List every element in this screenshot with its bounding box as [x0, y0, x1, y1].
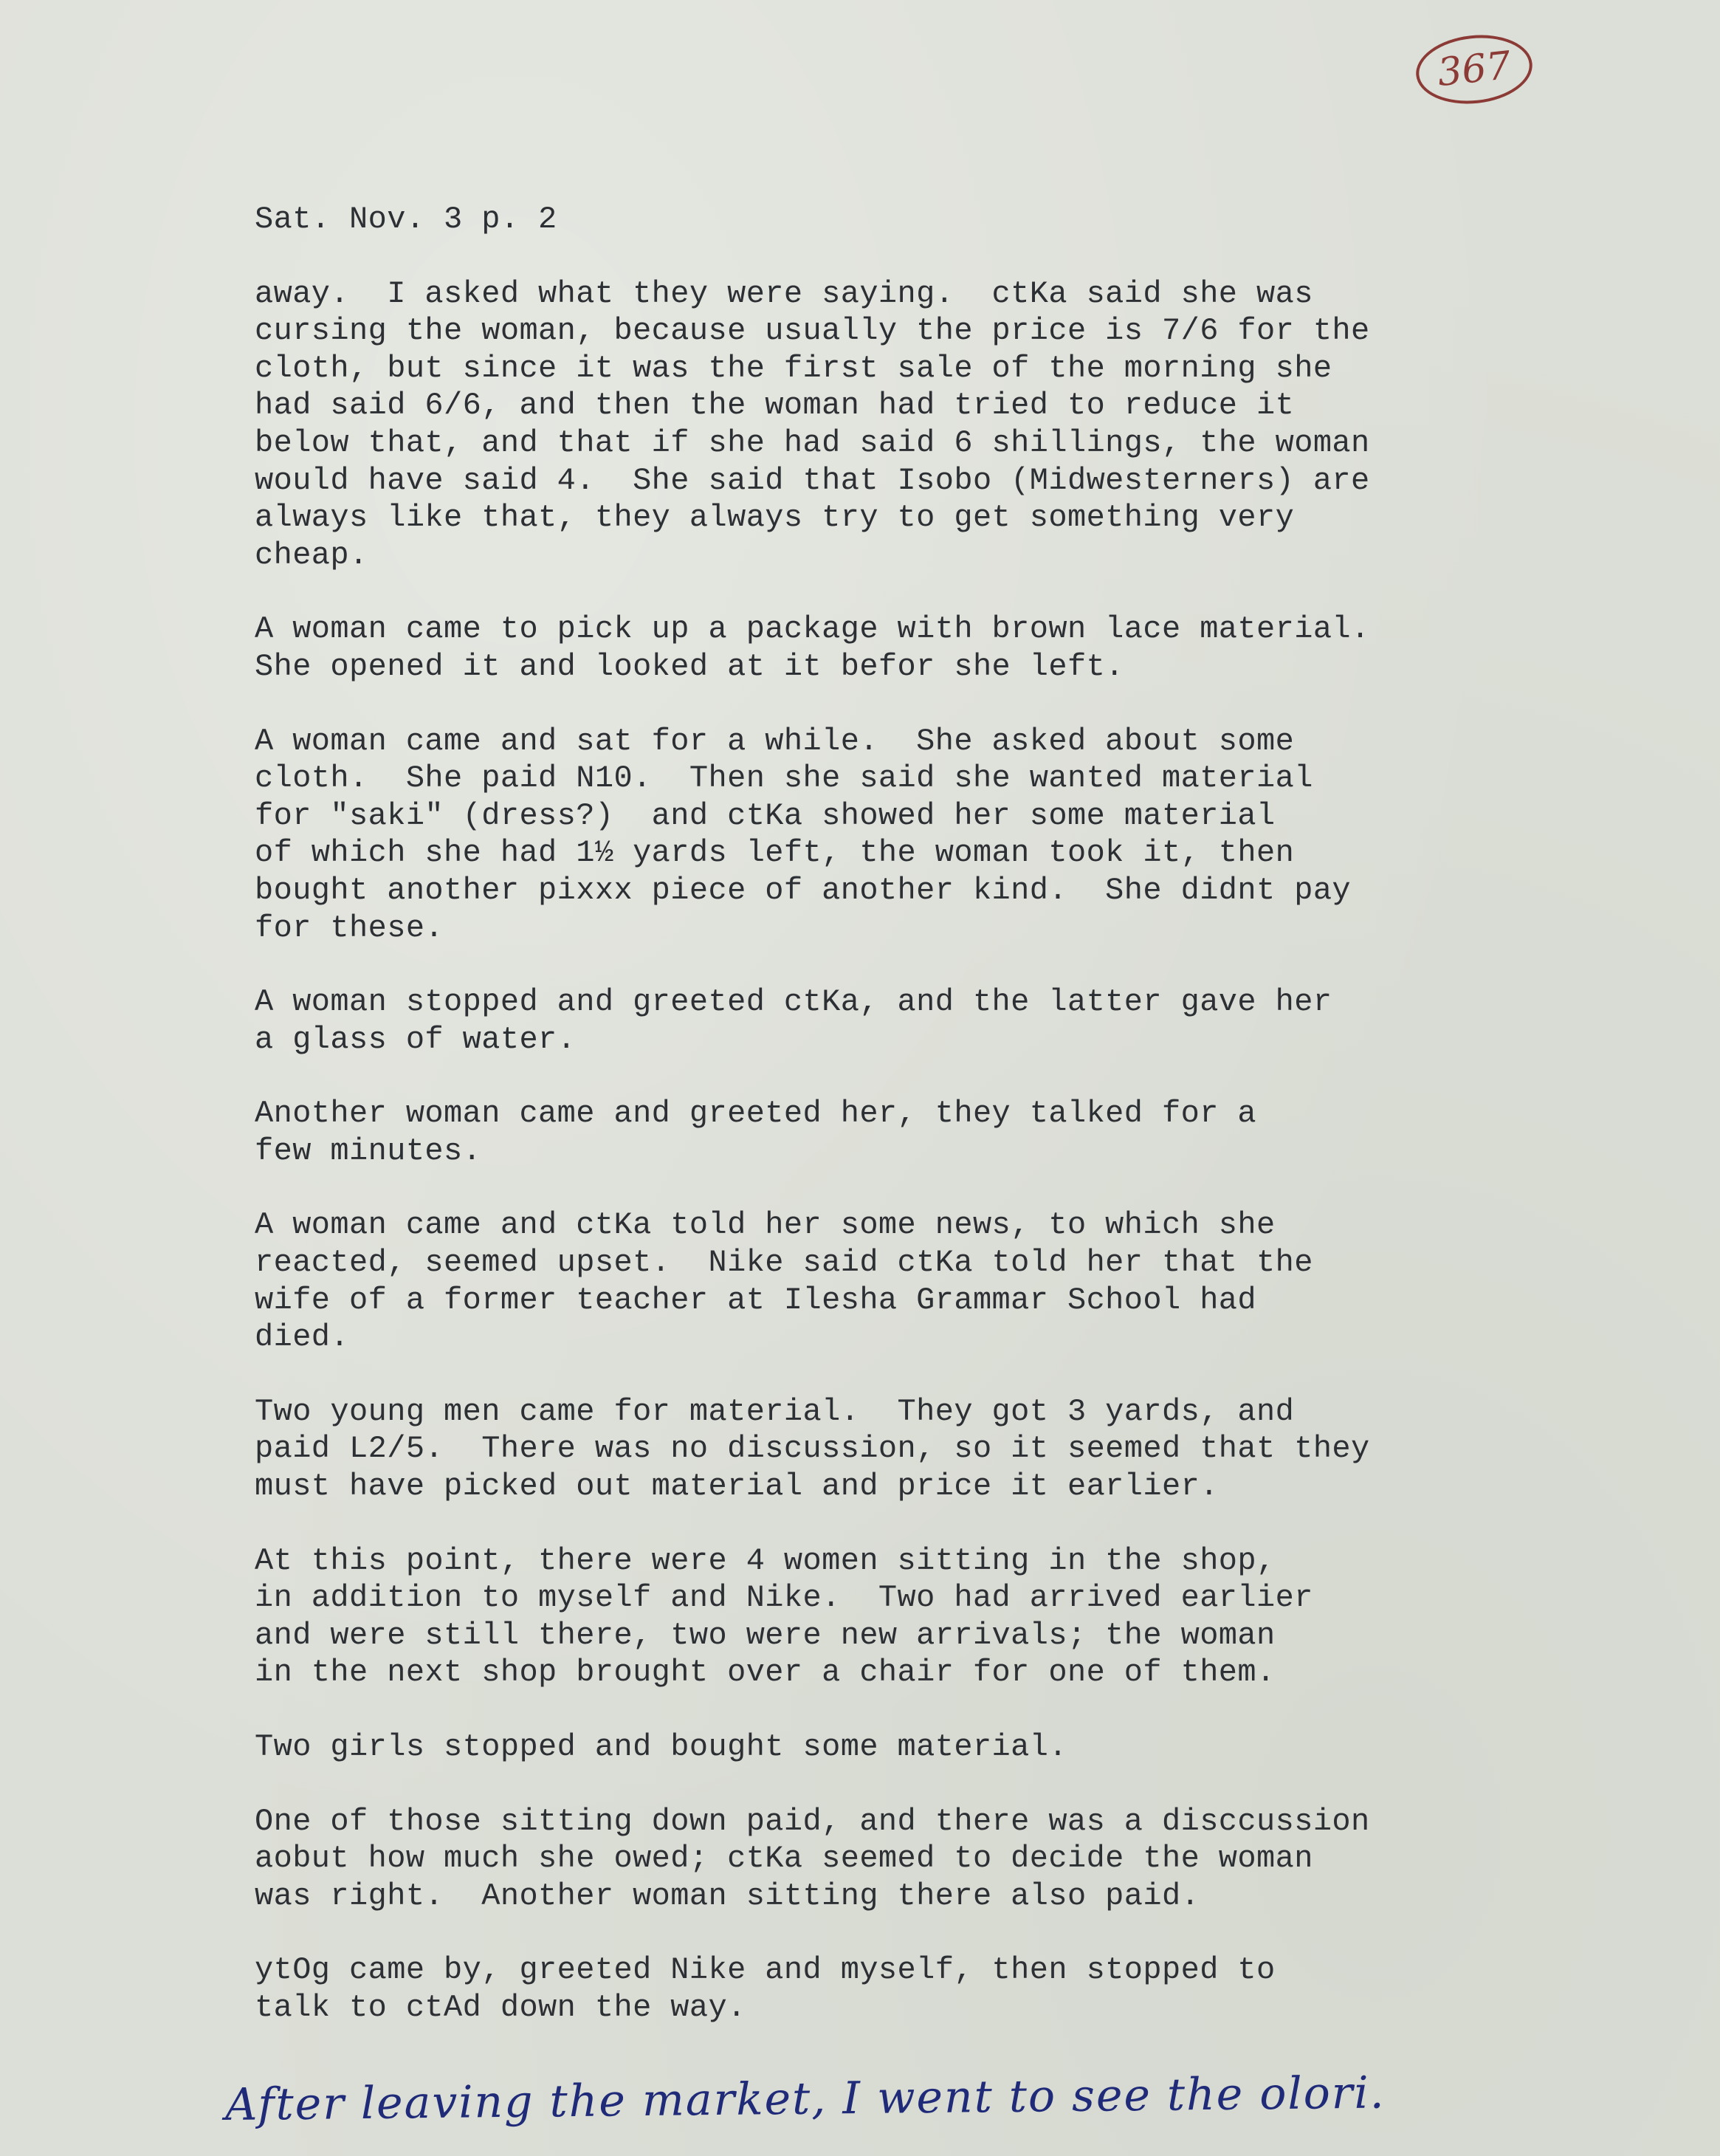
paragraph: [255, 1951, 1583, 2026]
paragraph: [255, 1728, 1583, 1766]
typed-text-body: [255, 201, 1583, 2064]
text-line: was right. Another woman sitting there also paid.: [255, 1878, 1200, 1914]
text-line: Two girls stopped and bought some material.: [255, 1729, 1067, 1765]
text-line: of which she had 1½ yards left, the woman took it, then: [255, 835, 1295, 871]
text-line: must have picked out material and price it earlier.: [255, 1469, 1219, 1505]
text-line: cheap.: [255, 537, 368, 573]
paragraph: [255, 1206, 1583, 1356]
text-line: bought another pixxx piece of another kind. She didnt pay: [255, 872, 1352, 908]
text-line: A woman stopped and greeted ctKa, and the latter gave her: [255, 984, 1332, 1020]
text-line: wife of a former teacher at Ilesha Grammar School had: [255, 1282, 1257, 1318]
text-line: few minutes.: [255, 1133, 482, 1169]
text-line: A woman came to pick up a package with brown lace material.: [255, 611, 1370, 648]
text-line: and were still there, two were new arrivals; the woman: [255, 1617, 1276, 1653]
text-line: Two young men came for material. They got 3 yards, and: [255, 1393, 1295, 1429]
text-line: had said 6/6, and then the woman had tried to reduce it: [255, 388, 1295, 424]
handwritten-note: After leaving the market, I went to see the olori.: [224, 2067, 1386, 2131]
paragraph: [255, 1542, 1583, 1692]
text-line: ytOg came by, greeted Nike and myself, then stopped to: [255, 1952, 1276, 1988]
text-line: below that, and that if she had said 6 shillings, the woman: [255, 425, 1370, 461]
paragraph: [255, 275, 1583, 574]
text-line: aobut how much she owed; ctKa seemed to decide the woman: [255, 1841, 1313, 1877]
page-heading: Sat. Nov. 3 p. 2: [255, 202, 557, 237]
text-line: A woman came and sat for a while. She asked about some: [255, 723, 1295, 759]
text-line: died.: [255, 1319, 350, 1356]
paragraph: [255, 983, 1583, 1058]
paragraph: [255, 1803, 1583, 1915]
paragraph: [255, 1393, 1583, 1506]
text-line: always like that, they always try to get something very: [255, 500, 1295, 536]
text-line: One of those sitting down paid, and there was a disccussion: [255, 1803, 1370, 1839]
text-line: cloth. She paid N10. Then she said she wanted material: [255, 761, 1313, 797]
paragraph: [255, 723, 1583, 947]
text-line: A woman came and ctKa told her some news, to which she: [255, 1207, 1276, 1243]
text-line: in the next shop brought over a chair for one of them.: [255, 1655, 1276, 1691]
page-number-stamp: 367: [1413, 30, 1536, 109]
text-line: in addition to myself and Nike. Two had arrived earlier: [255, 1580, 1313, 1616]
text-line: away. I asked what they were saying. ctKa said she was: [255, 275, 1313, 312]
paragraph: [255, 611, 1583, 685]
text-line: would have said 4. She said that Isobo (Midwesterners) are: [255, 462, 1370, 498]
text-line: for "saki" (dress?) and ctKa showed her some material: [255, 797, 1276, 834]
text-line: cursing the woman, because usually the price is 7/6 for the: [255, 313, 1370, 349]
text-line: talk to ctAd down the way.: [255, 1989, 746, 2025]
text-line: At this point, there were 4 women sitting in the shop,: [255, 1542, 1276, 1579]
text-line: a glass of water.: [255, 1021, 577, 1057]
text-line: She opened it and looked at it befor she left.: [255, 648, 1124, 684]
text-line: for these.: [255, 910, 444, 946]
text-line: reacted, seemed upset. Nike said ctKa told her that the: [255, 1245, 1313, 1281]
text-line: cloth, but since it was the first sale of the morning she: [255, 350, 1332, 386]
text-line: Another woman came and greeted her, they talked for a: [255, 1096, 1257, 1132]
text-line: paid L2/5. There was no discussion, so it seemed that they: [255, 1431, 1370, 1467]
paragraph: [255, 1095, 1583, 1170]
